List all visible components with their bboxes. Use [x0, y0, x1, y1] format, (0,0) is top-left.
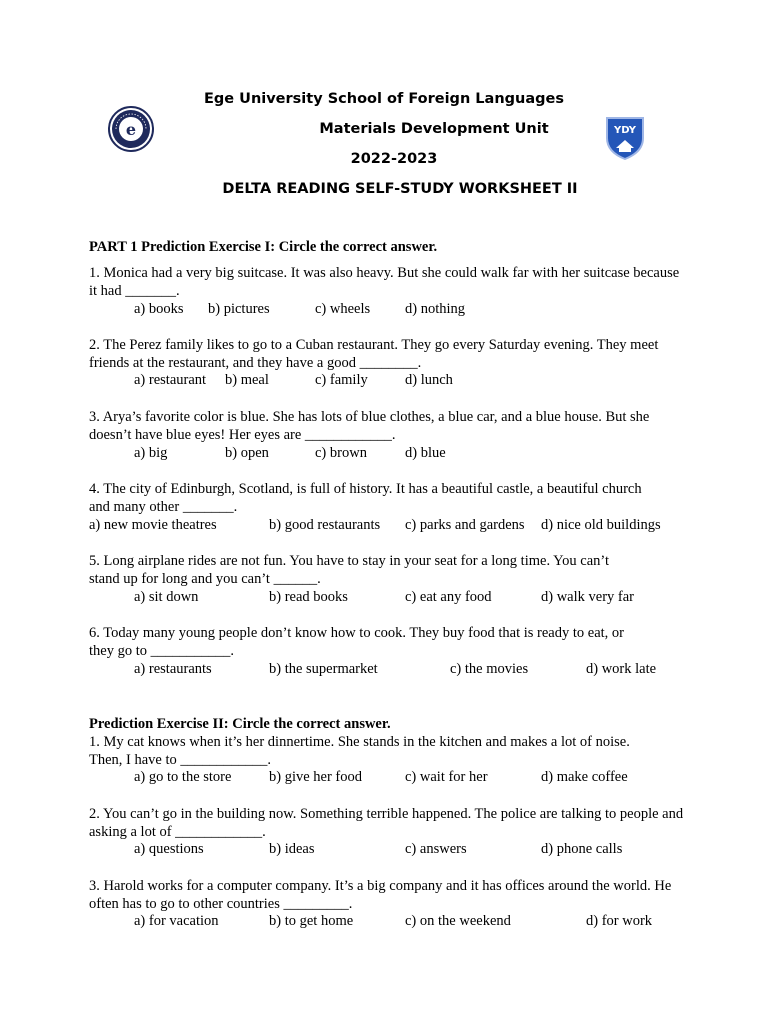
exercise2-heading: Prediction Exercise II: Circle the correct answer. [89, 716, 391, 732]
answer-option[interactable]: b) meal [225, 372, 269, 388]
answer-option[interactable]: a) sit down [134, 589, 199, 605]
answer-option[interactable]: c) wait for her [405, 769, 488, 785]
answer-option[interactable]: b) give her food [269, 769, 363, 785]
question-line: often has to go to other countries _________. [89, 896, 353, 912]
answer-option[interactable]: c) parks and gardens [405, 517, 525, 533]
answer-option[interactable]: d) walk very far [541, 589, 634, 605]
answer-option[interactable]: b) open [225, 445, 269, 461]
answer-option[interactable]: d) for work [586, 913, 653, 929]
answer-option[interactable]: d) work late [586, 661, 657, 677]
answer-option[interactable]: c) family [315, 372, 368, 388]
answer-option[interactable]: c) the movies [450, 661, 529, 677]
question-line: 6. Today many young people don’t know how to cook. They buy food that is ready to eat, or [89, 625, 624, 641]
answer-option[interactable]: d) lunch [405, 372, 453, 388]
answer-option[interactable]: a) restaurant [134, 372, 207, 388]
answer-option[interactable]: a) new movie theatres [89, 517, 217, 533]
svg-text:e: e [125, 120, 137, 139]
question-line: and many other _______. [89, 499, 238, 515]
university-seal-logo [108, 106, 154, 152]
answer-option[interactable]: a) for vacation [134, 913, 219, 929]
question-line: stand up for long and you can’t ______. [89, 571, 321, 587]
answer-option[interactable]: b) to get home [269, 913, 354, 929]
question-line: asking a lot of ____________. [89, 824, 266, 840]
question-line: 5. Long airplane rides are not fun. You have to stay in your seat for a long time. You can’t [89, 553, 610, 569]
answer-option[interactable]: c) wheels [315, 301, 371, 317]
question-line: they go to ___________. [89, 643, 234, 659]
answer-option[interactable]: b) the supermarket [269, 661, 378, 677]
worksheet-title: DELTA READING SELF-STUDY WORKSHEET II [222, 181, 578, 197]
unit-name: Materials Development Unit [319, 121, 549, 137]
answer-option[interactable]: a) questions [134, 841, 204, 857]
answer-option[interactable]: d) blue [405, 445, 446, 461]
answer-option[interactable]: d) phone calls [541, 841, 623, 857]
answer-option[interactable]: a) big [134, 445, 168, 461]
institution-name: Ege University School of Foreign Languages [204, 91, 564, 107]
question-line: doesn’t have blue eyes! Her eyes are ____________. [89, 427, 396, 443]
question-line: 4. The city of Edinburgh, Scotland, is full of history. It has a beautiful castle, a beautiful church [89, 481, 642, 497]
answer-option[interactable]: b) pictures [208, 301, 270, 317]
answer-option[interactable]: b) read books [269, 589, 348, 605]
academic-year: 2022-2023 [350, 151, 438, 167]
question-line: 3. Arya’s favorite color is blue. She has lots of blue clothes, a blue car, and a blue house. But she [89, 409, 650, 425]
answer-option[interactable]: c) answers [405, 841, 467, 857]
answer-option[interactable]: c) brown [315, 445, 367, 461]
answer-option[interactable]: b) ideas [269, 841, 315, 857]
school-shield-logo [604, 114, 646, 160]
question-line: friends at the restaurant, and they have a good ________. [89, 355, 422, 371]
answer-option[interactable]: b) good restaurants [269, 517, 381, 533]
answer-option[interactable]: a) books [134, 301, 184, 317]
question-line: 1. My cat knows when it’s her dinnertime. She stands in the kitchen and makes a lot of noise. [89, 734, 630, 750]
question-line: 3. Harold works for a computer company. It’s a big company and it has offices around the world. He [89, 878, 672, 894]
question-line: 2. The Perez family likes to go to a Cuban restaurant. They go every Saturday evening. They meet [89, 337, 659, 353]
answer-option[interactable]: d) make coffee [541, 769, 628, 785]
answer-option[interactable]: d) nice old buildings [541, 517, 661, 533]
answer-option[interactable]: c) on the weekend [405, 913, 511, 929]
svg-text:YDY: YDY [613, 125, 637, 136]
question-line: 1. Monica had a very big suitcase. It was also heavy. But she could walk far with her suitcase because [89, 265, 680, 281]
question-line: 2. You can’t go in the building now. Something terrible happened. The police are talking to people and [89, 806, 684, 822]
answer-option[interactable]: a) go to the store [134, 769, 232, 785]
answer-option[interactable]: d) nothing [405, 301, 466, 317]
question-line: Then, I have to ____________. [89, 752, 272, 768]
answer-option[interactable]: c) eat any food [405, 589, 492, 605]
part1-heading: PART 1 Prediction Exercise I: Circle the correct answer. [89, 239, 438, 255]
answer-option[interactable]: a) restaurants [134, 661, 212, 677]
question-line: it had _______. [89, 283, 180, 299]
